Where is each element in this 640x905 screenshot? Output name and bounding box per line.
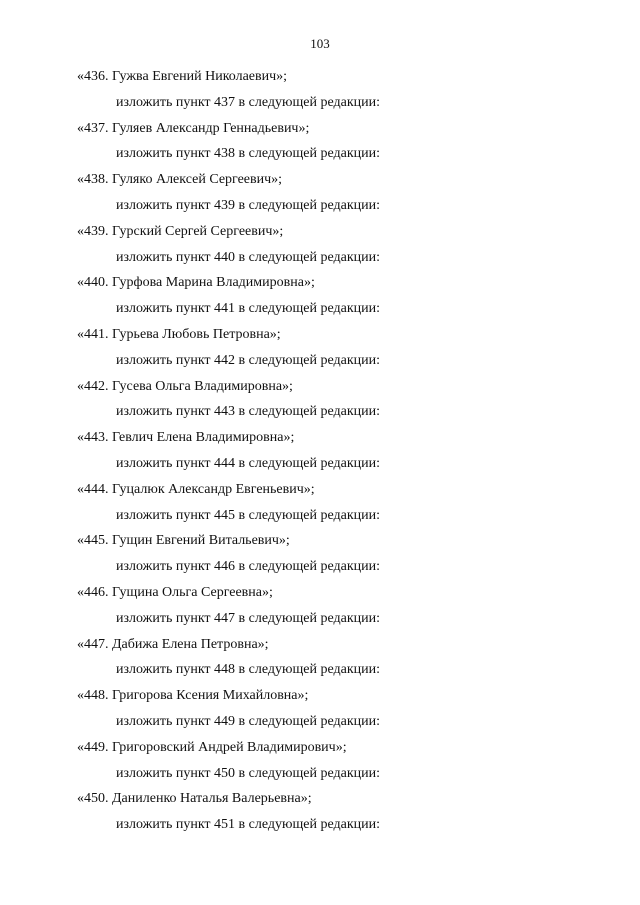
entry-name: «443. Гевлич Елена Владимировна»;: [77, 430, 295, 446]
entry-instruction: изложить пункт 438 в следующей редакции:: [116, 146, 380, 162]
entry-name: «436. Гужва Евгений Николаевич»;: [77, 69, 288, 84]
entry-name: «442. Гусева Ольга Владимировна»;: [77, 378, 293, 394]
entry-instruction: изложить пункт 443 в следующей редакции:: [116, 404, 380, 420]
entry-instruction: изложить пункт 441 в следующей редакции:: [116, 301, 380, 317]
entry-name: «448. Григорова Ксения Михайловна»;: [77, 688, 309, 704]
entry-instruction: изложить пункт 444 в следующей редакции:: [116, 455, 380, 471]
entry-instruction: изложить пункт 437 в следующей редакции:: [116, 94, 380, 110]
entry-name: «450. Даниленко Наталья Валерьевна»;: [77, 791, 312, 807]
entry-name: «444. Гуцалюк Александр Евгеньевич»;: [77, 481, 315, 497]
entry-name: «438. Гуляко Алексей Сергеевич»;: [77, 172, 283, 188]
entry-instruction: изложить пункт 449 в следующей редакции:: [116, 713, 380, 729]
entry-name: «449. Григоровский Андрей Владимирович»;: [77, 739, 347, 755]
entry-instruction: изложить пункт 451 в следующей редакции:: [116, 817, 380, 833]
entry-name: «445. Гущин Евгений Витальевич»;: [77, 533, 290, 549]
entry-list: [0, 69, 640, 843]
entry-name: «439. Гурский Сергей Сергеевич»;: [77, 223, 284, 239]
entry-instruction: изложить пункт 450 в следующей редакции:: [116, 765, 380, 781]
page-number: 103: [310, 36, 330, 51]
entry-instruction: изложить пункт 439 в следующей редакции:: [116, 197, 380, 213]
entry-name: «441. Гурьева Любовь Петровна»;: [77, 326, 281, 342]
entry-name: «437. Гуляев Александр Геннадьевич»;: [77, 120, 310, 136]
entry-instruction: изложить пункт 446 в следующей редакции:: [116, 559, 380, 575]
entry-name: «447. Дабижа Елена Петровна»;: [77, 636, 269, 652]
entry-instruction: изложить пункт 442 в следующей редакции:: [116, 352, 380, 368]
entry-name: «440. Гурфова Марина Владимировна»;: [77, 275, 315, 291]
entry-name: «446. Гущина Ольга Сергеевна»;: [77, 584, 273, 600]
entry-instruction: изложить пункт 448 в следующей редакции:: [116, 662, 380, 678]
entry-instruction: изложить пункт 440 в следующей редакции:: [116, 249, 380, 265]
entry-instruction: изложить пункт 447 в следующей редакции:: [116, 610, 380, 626]
entry-instruction: изложить пункт 445 в следующей редакции:: [116, 507, 380, 523]
